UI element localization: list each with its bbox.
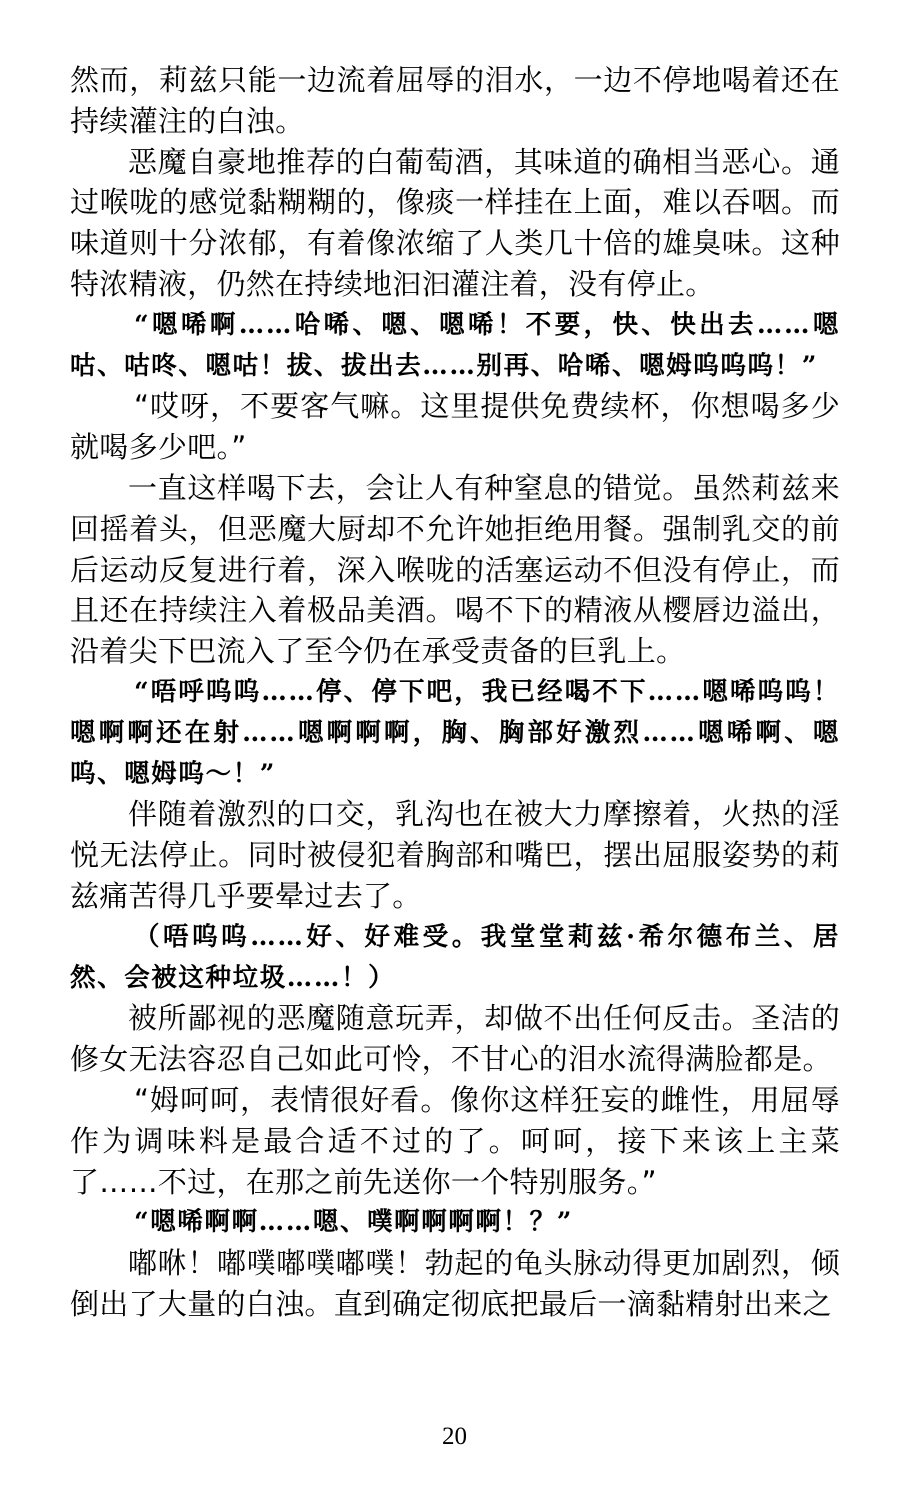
page-body [70, 60, 840, 1325]
paragraph-narration: 然而，莉兹只能一边流着屈辱的泪水，一边不停地喝着还在持续灌注的白浊。 [70, 63, 840, 138]
paragraph-narration: 嘟咻！嘟噗嘟噗嘟噗！勃起的龟头脉动得更加剧烈，倾倒出了大量的白浊。直到确定彻底把最后一滴黏精射出来之 [70, 1246, 840, 1321]
paragraph-demon-dialogue: “哎呀，不要客气嘛。这里提供免费续杯，你想喝多少就喝多少吧。” [70, 389, 840, 465]
paragraph-demon-dialogue: “姆呵呵，表情很好看。像你这样狂妄的雌性，用屈辱作为调味料是最合适不过的了。呵呵，接下来该上主菜了……不过，在那之前先送你一个特别服务。” [70, 1082, 840, 1199]
paragraph-narration: 伴随着激烈的口交，乳沟也在被大力摩擦着，火热的淫悦无法停止。同时被侵犯着胸部和嘴巴，摆出屈服姿势的莉兹痛苦得几乎要晕过去了。 [70, 797, 840, 913]
page-number: 20 [442, 1423, 467, 1450]
paragraph-narration: 一直这样喝下去，会让人有种窒息的错觉。虽然莉兹来回摇着头，但恶魔大厨却不允许她拒绝用餐。强制乳交的前后运动反复进行着，深入喉咙的活塞运动不但没有停止，而且还在持续注入着极品美酒。喝不下的精液从樱唇边溢出，沿着尖下巴流入了至今仍在承受责备的巨乳上。 [70, 470, 840, 669]
paragraph-inner-thought: （唔呜呜……好、好难受。我堂堂莉兹·希尔德布兰、居然、会被这种垃圾……！） [70, 921, 840, 993]
paragraph-moan-dialogue: “嗯唏啊……哈唏、嗯、嗯唏！不要，快、快出去……嗯咕、咕咚、嗯咕！拔、拔出去……别再、哈唏、嗯姆呜呜呜！” [70, 309, 840, 381]
paragraph-narration: 被所鄙视的恶魔随意玩弄，却做不出任何反击。圣洁的修女无法容忍自己如此可怜，不甘心的泪水流得满脸都是。 [70, 1001, 840, 1077]
paragraph-moan-dialogue: “唔呼呜呜……停、停下吧，我已经喝不下……嗯唏呜呜！嗯啊啊还在射……嗯啊啊啊，胸、胸部好激烈……嗯唏啊、嗯呜、嗯姆呜～！” [70, 676, 840, 789]
paragraph-narration: 恶魔自豪地推荐的白葡萄酒，其味道的确相当恶心。通过喉咙的感觉黏糊糊的，像痰一样挂在上面，难以吞咽。而味道则十分浓郁，有着像浓缩了人类几十倍的雄臭味。这种特浓精液，仍然在持续地汩汩灌注着，没有停止。 [70, 144, 840, 301]
paragraph-moan-dialogue: “嗯唏啊啊……嗯、噗啊啊啊啊！？” [134, 1207, 574, 1238]
